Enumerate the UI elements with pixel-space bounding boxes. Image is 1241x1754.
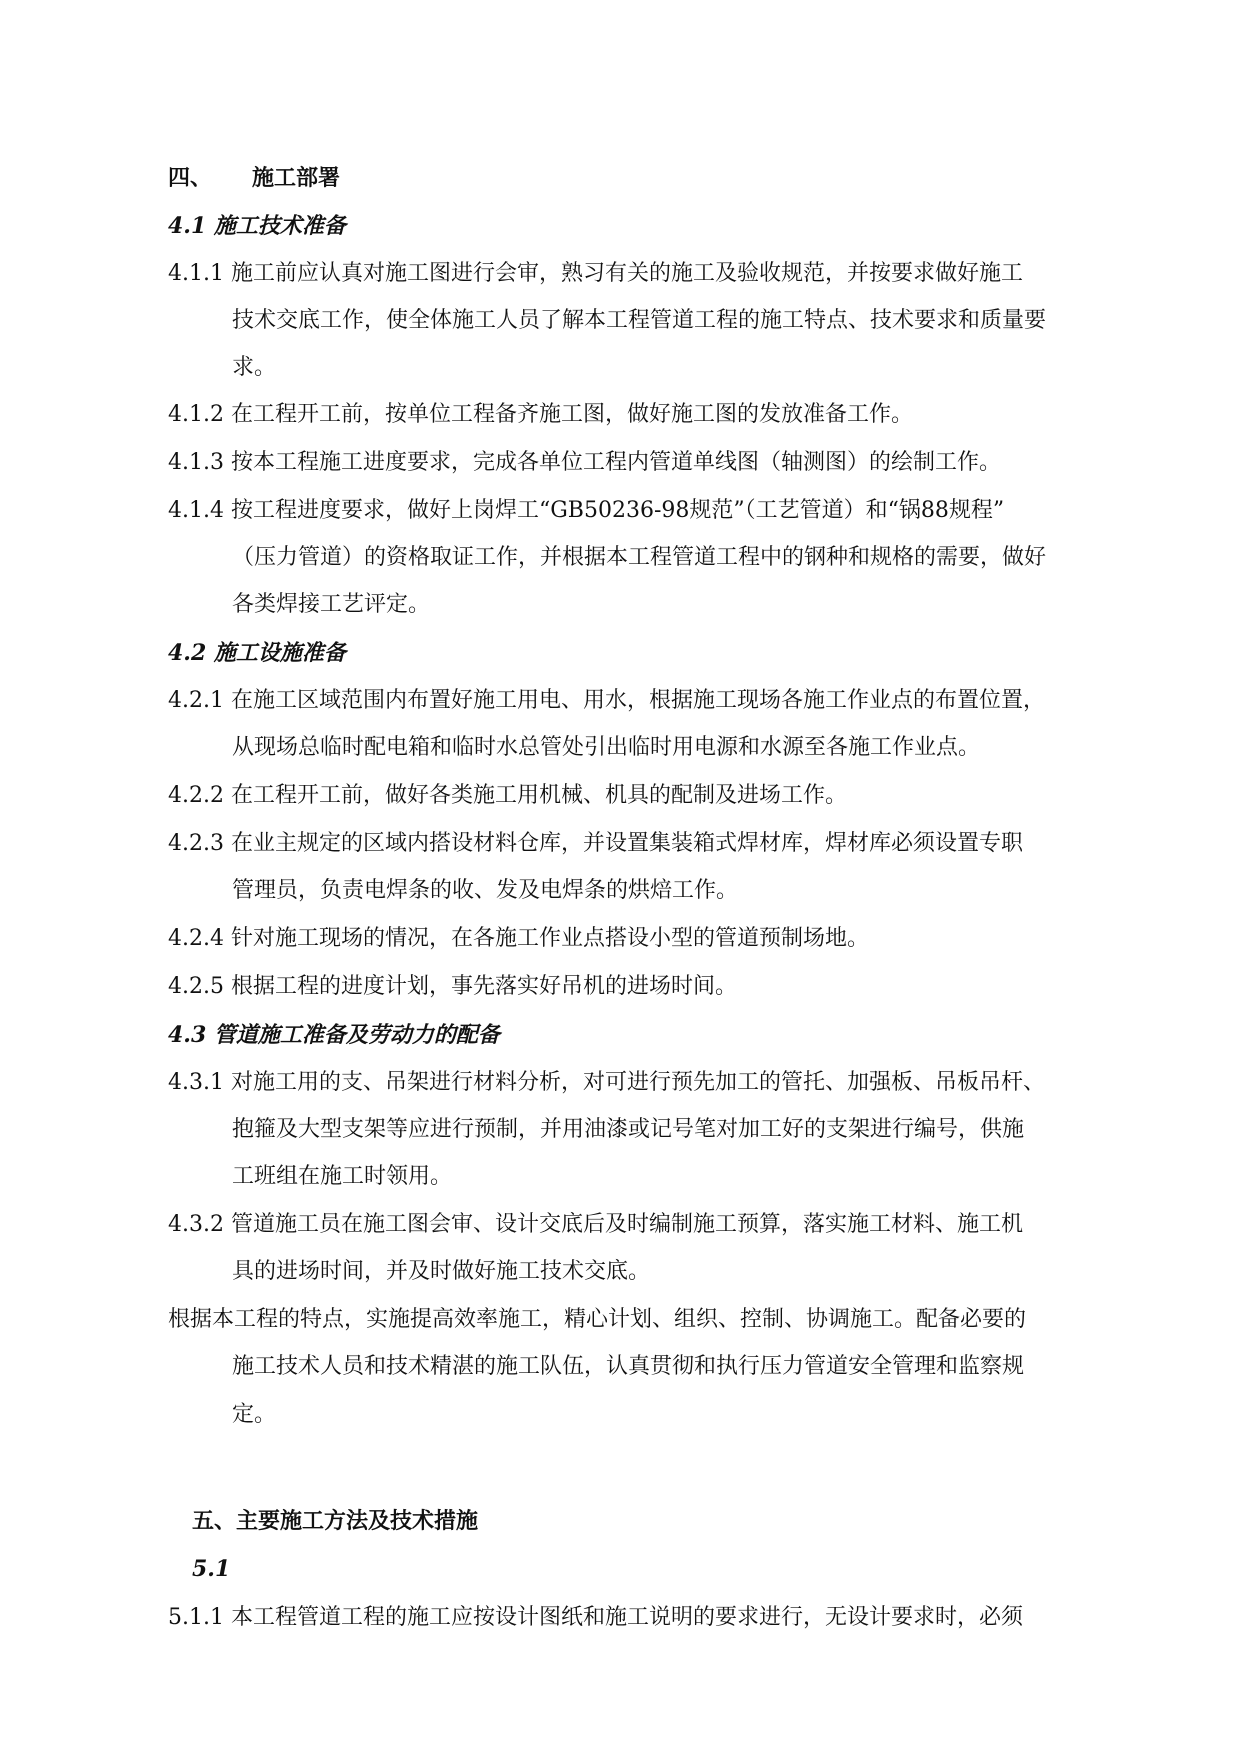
para-4-3-1-line-3: 工班组在施工时领用。	[232, 1164, 453, 1189]
para-4-1-3-number: 4.1.3	[168, 450, 224, 475]
para-4-1-4-line-1	[168, 496, 1004, 526]
para-4-1-2	[168, 400, 913, 430]
para-4-1-4-line-3: 各类焊接工艺评定。	[232, 592, 431, 617]
section-4-heading	[168, 163, 340, 193]
para-4-3-1-text-1: 对施工用的支、吊架进行材料分析，对可进行预先加工的管托、加强板、吊板吊杆、	[223, 1070, 1045, 1095]
para-4-1-4-text-1: 按工程进度要求，做好上岗焊工“GB50236-98规范”（工艺管道）和“锅88规程”	[223, 498, 1005, 523]
para-4-2-1-text-1: 在施工区域范围内布置好施工用电、用水，根据施工现场各施工作业点的布置位置，	[223, 688, 1045, 713]
para-4-2-4-text: 针对施工现场的情况，在各施工作业点搭设小型的管道预制场地。	[223, 926, 869, 951]
para-4-1-4-number: 4.1.4	[168, 498, 224, 523]
para-4-2-5-number: 4.2.5	[168, 974, 224, 999]
para-4-1-2-text: 在工程开工前，按单位工程备齐施工图，做好施工图的发放准备工作。	[223, 402, 913, 427]
para-4-2-1-number: 4.2.1	[168, 688, 224, 713]
section-4-title: 施工部署	[252, 165, 341, 191]
para-4-2-2-number: 4.2.2	[168, 783, 224, 808]
para-4-3-2-line-2: 具的进场时间，并及时做好施工技术交底。	[232, 1259, 651, 1284]
para-final-line-3: 定。	[232, 1402, 277, 1427]
para-4-1-1-line-1	[168, 259, 1023, 289]
para-4-1-1-line-3: 求。	[232, 355, 277, 380]
para-4-1-2-number: 4.1.2	[168, 402, 224, 427]
para-4-1-3-text: 按本工程施工进度要求，完成各单位工程内管道单线图（轴测图）的绘制工作。	[223, 450, 1001, 475]
para-4-2-3-text-1: 在业主规定的区域内搭设材料仓库，并设置集装箱式焊材库，焊材库必须设置专职	[223, 831, 1023, 856]
subsection-4-2-heading: 4.2 施工设施准备	[168, 640, 346, 666]
para-5-1-1	[168, 1603, 1023, 1633]
para-4-3-1-number: 4.3.1	[168, 1070, 224, 1095]
para-4-3-2-number: 4.3.2	[168, 1212, 224, 1237]
para-5-1-1-number: 5.1.1	[168, 1605, 224, 1630]
para-4-1-1-text-1: 施工前应认真对施工图进行会审，熟习有关的施工及验收规范，并按要求做好施工	[223, 261, 1023, 286]
para-4-2-3-number: 4.2.3	[168, 831, 224, 856]
para-final-line-1: 根据本工程的特点，实施提高效率施工，精心计划、组织、控制、协调施工。配备必要的	[168, 1307, 1027, 1332]
para-4-3-2-line-1	[168, 1210, 1023, 1240]
para-4-2-3-line-1	[168, 829, 1023, 859]
para-4-2-3-line-2: 管理员，负责电焊条的收、发及电焊条的烘焙工作。	[232, 878, 739, 903]
para-4-2-1-line-1	[168, 686, 1045, 716]
para-4-1-1-line-2: 技术交底工作，使全体施工人员了解本工程管道工程的施工特点、技术要求和质量要	[232, 308, 1047, 333]
para-4-2-1-line-2: 从现场总临时配电箱和临时水总管处引出临时用电源和水源至各施工作业点。	[232, 735, 981, 760]
para-5-1-1-text: 本工程管道工程的施工应按设计图纸和施工说明的要求进行，无设计要求时，必须	[223, 1605, 1023, 1630]
para-4-3-2-text-1: 管道施工员在施工图会审、设计交底后及时编制施工预算，落实施工材料、施工机	[223, 1212, 1023, 1237]
para-4-3-1-line-1	[168, 1068, 1045, 1098]
para-4-2-4	[168, 924, 869, 954]
para-4-1-1-number: 4.1.1	[168, 261, 224, 286]
section-4-number: 四、	[168, 165, 213, 191]
para-4-2-5-text: 根据工程的进度计划，事先落实好吊机的进场时间。	[223, 974, 737, 999]
subsection-4-3-heading: 4.3 管道施工准备及劳动力的配备	[168, 1022, 500, 1048]
para-4-2-5	[168, 972, 737, 1002]
para-4-1-4-line-2: （压力管道）的资格取证工作，并根据本工程管道工程中的钢种和规格的需要，做好	[232, 545, 1047, 570]
section-5-heading: 五、主要施工方法及技术措施	[192, 1508, 479, 1534]
para-final-line-2: 施工技术人员和技术精湛的施工队伍，认真贯彻和执行压力管道安全管理和监察规	[232, 1354, 1025, 1379]
para-4-2-2	[168, 781, 847, 811]
para-4-3-1-line-2: 抱箍及大型支架等应进行预制，并用油漆或记号笔对加工好的支架进行编号，供施	[232, 1117, 1025, 1142]
para-4-1-3	[168, 448, 1001, 478]
para-4-2-4-number: 4.2.4	[168, 926, 224, 951]
para-4-2-2-text: 在工程开工前，做好各类施工用机械、机具的配制及进场工作。	[223, 783, 847, 808]
subsection-4-1-heading: 4.1 施工技术准备	[168, 213, 346, 239]
subsection-5-1-heading: 5.1	[192, 1556, 231, 1582]
